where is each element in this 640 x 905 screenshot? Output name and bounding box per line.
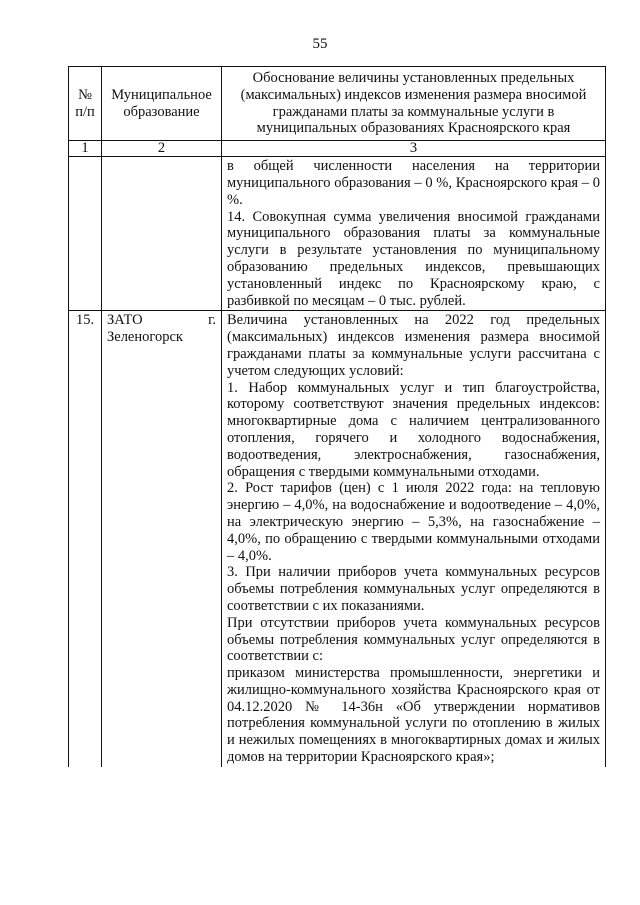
municipality-name-part: Зеленогорск [107, 329, 183, 346]
row-num [69, 157, 102, 311]
table-header-row [69, 67, 606, 141]
row-num: 15. [69, 311, 102, 767]
paragraph: 14. Совокупная сумма увеличения вносимой гражданами муниципального образования платы за коммунальные услуги в результате установления по муниципальному образованию предельных индексов, превышающих установленный индекс по Красноярскому краю, с разбивкой по месяцам – 0 тыс. рублей. [227, 208, 600, 309]
paragraph: приказом министерства промышленности, энергетики и жилищно-коммунального хозяйства Красноярского края от 04.12.2020 № 14-36н «Об утверждении нормативов потребления коммунальной услуги по отоплению в жилых и нежилых помещениях в многоквартирных домах и жилых домов на территории Красноярского края»; [227, 665, 600, 766]
row-municipality [102, 157, 222, 311]
row-justification [222, 311, 606, 767]
paragraph: 2. Рост тарифов (цен) с 1 июля 2022 года: на тепловую энергию – 4,0%, на водоснабжение и водоотведение – 4,0%, на электрическую энергию – 5,3%, на газоснабжение – 4,0%, по обращению с твердыми коммунальными отходами – 4,0%. [227, 480, 600, 564]
paragraph: 3. При наличии приборов учета коммунальных ресурсов объемы потребления коммунальных услуг определяются в соответствии с их показаниями. [227, 564, 600, 614]
paragraph: в общей численности населения на территории муниципального образования – 0 %, Красноярского края – 0 %. [227, 158, 600, 208]
municipality-name-part: ЗАТО [107, 312, 143, 329]
column-number-2: 2 [102, 141, 222, 157]
column-number-row [69, 141, 606, 157]
table-row [69, 157, 606, 311]
row-municipality [102, 311, 222, 767]
header-municipality: Муниципальное образование [102, 67, 222, 141]
column-number-3: 3 [222, 141, 606, 157]
header-justification: Обоснование величины установленных предельных (максимальных) индексов изменения размера вносимой гражданами платы за коммунальные услуги в муниципальных образованиях Красноярского края [222, 67, 606, 141]
header-num: № п/п [69, 67, 102, 141]
column-number-1: 1 [69, 141, 102, 157]
page-number: 55 [312, 36, 328, 52]
paragraph: 1. Набор коммунальных услуг и тип благоустройства, которому соответствуют значения предельных индексов: многоквартирные дома с наличием централизованного отопления, горячего и холодного водоснабжения, водоотведения, электроснабжения, газоснабжения, обращения с твердыми коммунальными отходами. [227, 379, 600, 480]
municipality-name-part: г. [208, 312, 216, 329]
municipality-name-line [107, 312, 216, 329]
row-justification [222, 157, 606, 311]
table-row [69, 311, 606, 767]
paragraph: При отсутствии приборов учета коммунальных ресурсов объемы потребления коммунальных услуг определяются в соответствии с: [227, 614, 600, 665]
paragraph: Величина установленных на 2022 год предельных (максимальных) индексов изменения размера вносимой гражданами платы за коммунальные услуги рассчитана с учетом следующих условий: [227, 312, 600, 379]
indices-table [68, 66, 606, 767]
